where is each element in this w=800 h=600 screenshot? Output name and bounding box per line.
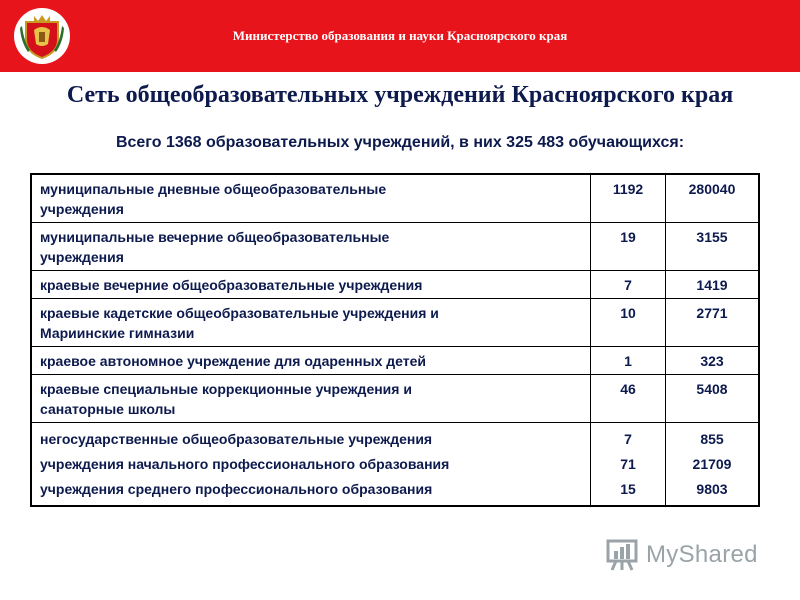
- institution-type-cell: [31, 174, 591, 223]
- myshared-watermark: [606, 538, 786, 572]
- institution-count-text: 71: [620, 456, 636, 472]
- institution-count-cell: 7: [591, 271, 666, 299]
- institution-type-text: учреждения среднего профессионального образования: [40, 481, 433, 497]
- student-count-text: 855: [700, 431, 724, 447]
- institution-type-cell: [31, 223, 591, 271]
- student-count-cell: 3155: [666, 223, 760, 271]
- table-row: [31, 423, 759, 507]
- table-row: [31, 271, 759, 299]
- student-count-cell: 5408: [666, 375, 760, 423]
- institution-type-cell: [31, 423, 591, 507]
- table-row: [31, 174, 759, 223]
- student-count-cell: 323: [666, 347, 760, 375]
- table-row: [31, 223, 759, 271]
- institution-type-text: муниципальные дневные общеобразовательные: [40, 181, 387, 197]
- institution-count-cell: 1: [591, 347, 666, 375]
- institution-type-cell: [31, 375, 591, 423]
- institution-count-cell: 10: [591, 299, 666, 347]
- page-title: Сеть общеобразовательных учреждений Красноярского края: [66, 82, 734, 108]
- institution-count-text: 15: [620, 481, 636, 497]
- institution-type-text: санаторные школы: [40, 401, 176, 417]
- page-subtitle: Всего 1368 образовательных учреждений, в них 325 483 обучающихся:: [115, 134, 685, 151]
- institutions-table: [30, 173, 760, 507]
- institution-count-cell: [591, 423, 666, 507]
- student-count-text: 9803: [696, 481, 728, 497]
- institution-type-text: Мариинские гимназии: [40, 325, 195, 341]
- institution-count-cell: 46: [591, 375, 666, 423]
- institution-type-cell: [31, 271, 591, 299]
- table-row: [31, 347, 759, 375]
- student-count-text: 21709: [692, 456, 732, 472]
- ministry-name: Министерство образования и науки Красноярского края: [232, 28, 568, 43]
- institution-type-cell: [31, 299, 591, 347]
- institution-type-text: учреждения начального профессионального образования: [40, 456, 450, 472]
- institution-type-text: краевые кадетские общеобразовательные учреждения и: [40, 305, 439, 321]
- institution-type-text: учреждения: [40, 249, 124, 265]
- header-bar: [0, 0, 800, 72]
- student-count-cell: 2771: [666, 299, 760, 347]
- student-count-cell: 280040: [666, 174, 760, 223]
- institution-count-cell: 19: [591, 223, 666, 271]
- watermark-text: MyShared: [646, 541, 758, 568]
- institution-type-text: краевое автономное учреждение для одаренных детей: [40, 353, 426, 369]
- table-row: [31, 375, 759, 423]
- student-count-cell: [666, 423, 760, 507]
- institution-type-text: краевые специальные коррекционные учреждения и: [40, 381, 412, 397]
- table-row: [31, 299, 759, 347]
- institution-count-cell: 1192: [591, 174, 666, 223]
- institution-type-cell: [31, 347, 591, 375]
- myshared-chart-icon: [606, 539, 640, 571]
- institution-type-text: учреждения: [40, 201, 124, 217]
- institution-type-text: муниципальные вечерние общеобразовательные: [40, 229, 390, 245]
- institution-count-text: 7: [624, 431, 632, 447]
- student-count-cell: 1419: [666, 271, 760, 299]
- institution-type-text: краевые вечерние общеобразовательные учреждения: [40, 277, 423, 293]
- institution-type-text: негосударственные общеобразовательные учреждения: [40, 431, 433, 447]
